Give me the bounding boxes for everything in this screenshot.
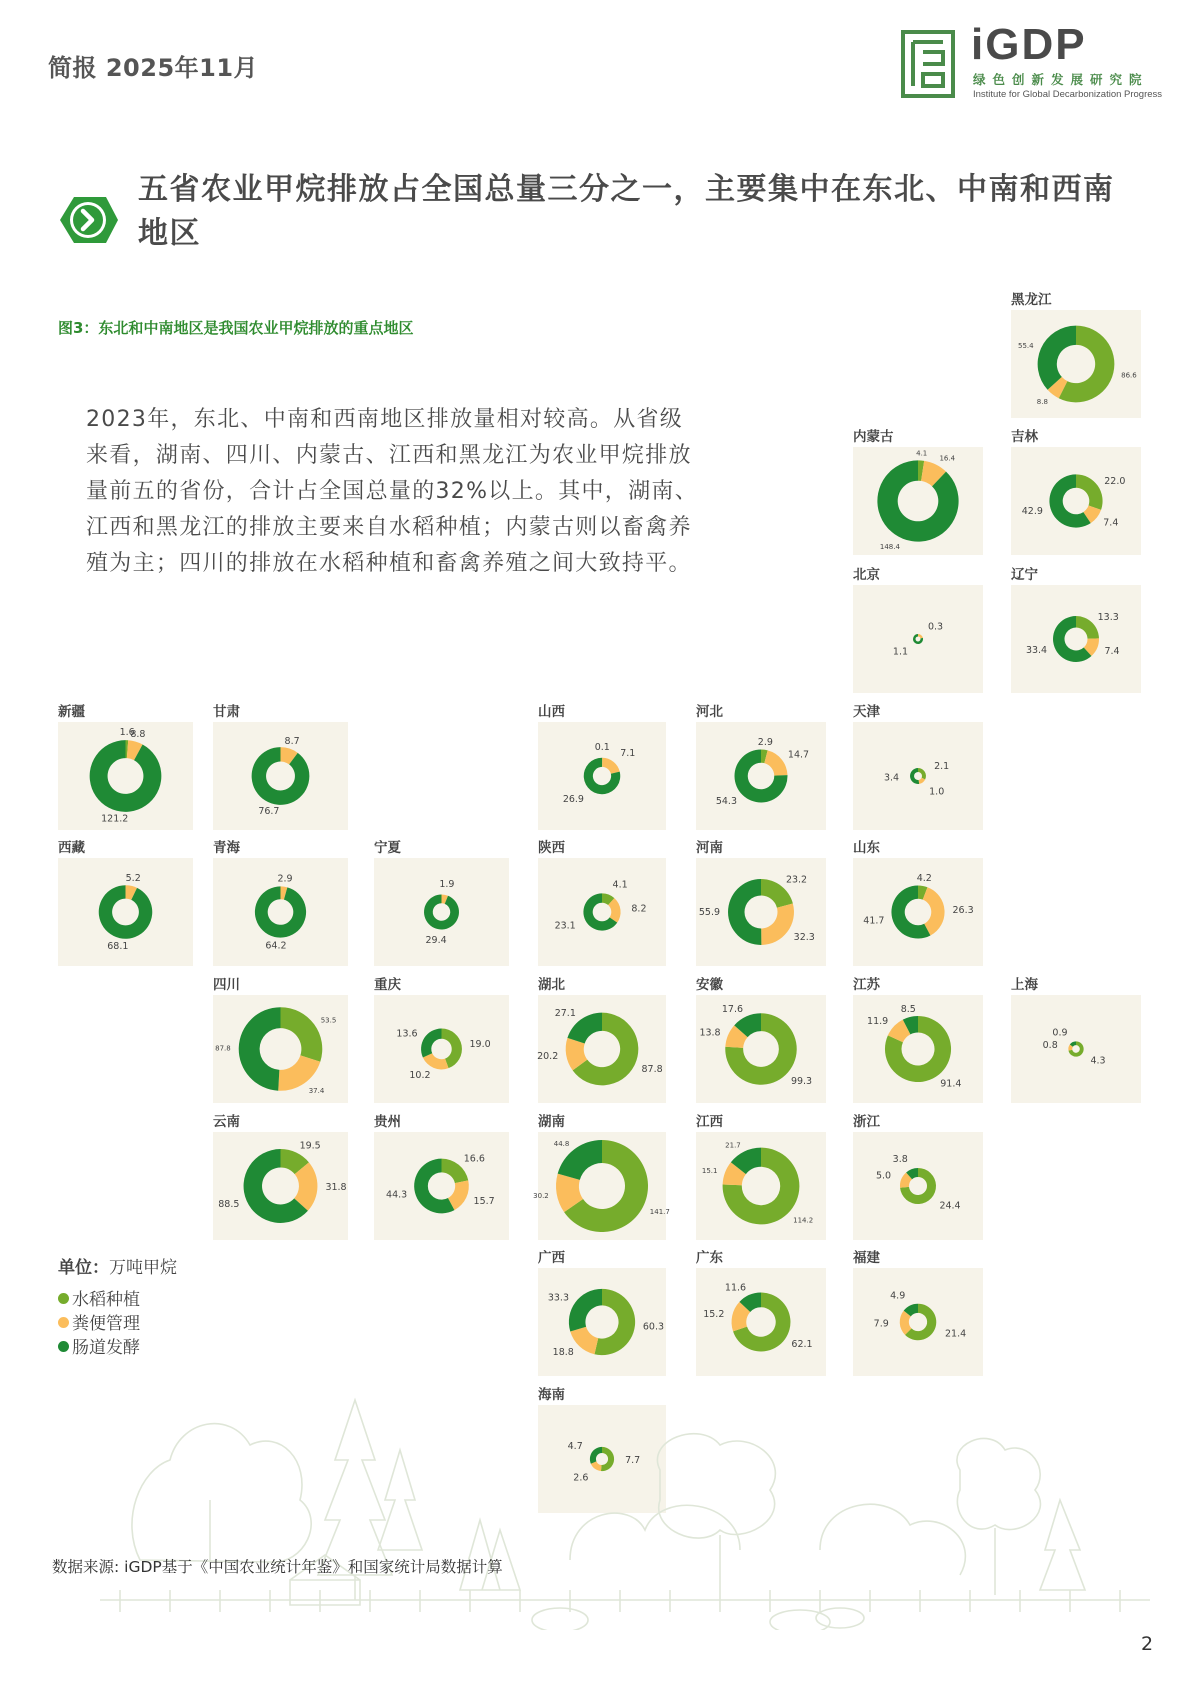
province-title: 湖南 [538,1114,565,1130]
province-donut-chart [853,447,983,555]
donut-value-label: 21.4 [945,1328,967,1340]
province-donut-chart [213,858,348,966]
data-source-note: 数据来源: iGDP基于《中国农业统计年鉴》和国家统计局数据计算 [52,1558,503,1576]
province-donut-chart [538,722,666,830]
province-title: 山东 [853,840,880,856]
donut-slice-enteric [728,879,761,945]
donut-value-label: 114.2 [793,1216,814,1225]
donut-value-label: 42.9 [1021,505,1043,517]
donut-value-label: 22.0 [1104,476,1126,488]
donut-value-label: 16.6 [463,1153,485,1165]
province-donut-tile [213,1132,348,1240]
province-title: 云南 [213,1114,240,1130]
province-title: 浙江 [853,1114,880,1130]
donut-value-label: 23.1 [554,920,576,932]
donut-value-label: 19.0 [469,1039,491,1051]
province-donut-tile [58,722,193,830]
donut-value-label: 7.7 [625,1454,641,1466]
donut-value-label: 2.6 [573,1472,589,1484]
province-title: 青海 [213,840,240,856]
donut-slice-rice [281,1007,323,1062]
donut-value-label: 44.3 [386,1189,408,1201]
donut-value-label: 23.2 [785,874,808,886]
donut-value-label: 91.4 [940,1078,962,1090]
legend-item-rice [58,1288,177,1312]
donut-slice-enteric [1038,326,1076,390]
unit-line [58,1253,177,1278]
donut-value-label: 7.4 [1103,517,1119,529]
province-donut-tile [1011,310,1141,418]
donut-value-label: 20.2 [537,1051,559,1063]
donut-value-label: 8.8 [1036,397,1048,406]
donut-value-label: 4.7 [567,1441,583,1453]
province-title: 内蒙古 [853,429,894,445]
donut-value-label: 15.7 [473,1195,495,1207]
province-donut-tile [696,722,826,830]
donut-value-label: 2.9 [757,736,773,748]
province-donut-chart [213,722,348,830]
donut-value-label: 11.9 [867,1015,889,1027]
donut-slice-enteric [90,740,162,812]
donut-slice-enteric [910,768,919,784]
donut-value-label: 8.7 [284,735,300,747]
donut-value-label: 60.3 [642,1321,665,1333]
donut-value-label: 76.7 [258,806,280,818]
donut-value-label: 33.3 [547,1292,570,1304]
donut-value-label: 62.1 [791,1338,813,1350]
donut-value-label: 13.8 [699,1027,721,1039]
donut-value-label: 55.9 [698,907,721,919]
province-donut-chart [853,858,983,966]
province-donut-tile [538,995,666,1103]
donut-value-label: 44.8 [553,1139,570,1148]
province-title: 新疆 [58,704,85,720]
donut-value-label: 1.9 [439,879,455,891]
province-title: 贵州 [374,1114,401,1130]
province-donut-chart [58,722,193,830]
donut-value-label: 5.2 [125,873,141,885]
province-donut-chart [538,858,666,966]
province-title: 河北 [696,704,723,720]
logo-wordmark: iGDP [971,20,1087,69]
donut-slice-enteric [239,1007,281,1090]
legend-swatch-enteric [58,1341,69,1352]
province-donut-chart [538,995,666,1103]
province-title: 陕西 [538,840,565,856]
legend-item-manure [58,1312,177,1336]
report-date-label: 简报 2025年11月 [48,54,259,82]
donut-slice-manure [602,758,620,774]
province-donut-tile [1011,447,1141,555]
donut-value-label: 87.8 [215,1044,231,1053]
donut-value-label: 26.9 [562,794,584,806]
province-title: 天津 [853,704,880,720]
logo-chinese-name: 绿色创新发展研究院 [973,72,1149,87]
donut-slice-enteric [252,747,310,805]
donut-value-label: 18.8 [552,1346,574,1358]
donut-value-label: 32.3 [793,931,815,943]
province-donut-chart [374,1132,509,1240]
body-paragraph: 2023年，东北、中南和西南地区排放量相对较高。从省级来看，湖南、四川、内蒙古、江西和黑龙江为农业甲烷排放量前五的省份，合计占全国总量的32%以上。其中，湖南、江西和黑龙江的排放主要来自水稻种植；内蒙古则以畜禽养殖为主；四川的排放在水稻种植和畜禽养殖之间大致持平。 [86,407,698,576]
donut-value-label: 33.4 [1025,645,1048,657]
province-donut-tile [853,1132,983,1240]
unit-label: 单位： [58,1258,109,1278]
donut-value-label: 3.8 [892,1153,908,1165]
donut-slice-enteric [255,886,306,937]
province-title: 江西 [696,1114,723,1130]
donut-value-label: 11.6 [724,1282,747,1294]
donut-value-label: 7.9 [873,1318,889,1330]
donut-value-label: 2.9 [277,873,293,885]
province-title: 辽宁 [1011,567,1038,583]
donut-slice-enteric [877,460,958,541]
province-donut-chart [58,858,193,966]
province-donut-chart [853,1132,983,1240]
province-title: 江苏 [853,977,880,993]
donut-value-label: 53.5 [320,1016,337,1025]
province-donut-tile [213,995,348,1103]
donut-value-label: 4.2 [916,873,932,885]
donut-value-label: 4.1 [916,449,928,458]
province-donut-tile [58,858,193,966]
donut-slice-enteric [569,1289,602,1332]
donut-value-label: 87.8 [641,1064,663,1076]
donut-value-label: 26.3 [952,904,974,916]
section-title: 五省农业甲烷排放占全国总量三分之一，主要集中在东北、中南和西南地区 [138,172,1115,251]
province-title: 四川 [213,977,240,993]
donut-slice-enteric [421,1029,441,1058]
donut-value-label: 4.9 [890,1290,906,1302]
province-donut-tile [1011,585,1141,693]
donut-value-label: 0.3 [927,621,944,633]
donut-value-label: 10.2 [409,1070,431,1082]
donut-value-label: 30.2 [533,1191,549,1200]
province-donut-tile [213,858,348,966]
donut-slice-manure [764,750,787,775]
donut-value-label: 15.1 [701,1166,718,1175]
chevron-right-icon [56,193,120,247]
province-donut-chart [696,1132,826,1240]
donut-value-label: 13.3 [1097,611,1119,623]
province-donut-tile [853,995,983,1103]
donut-slice-enteric [424,895,459,930]
donut-value-label: 8.5 [900,1004,916,1016]
donut-value-label: 55.4 [1018,342,1034,351]
province-donut-tile [533,1132,670,1240]
donut-value-label: 27.1 [554,1008,576,1020]
province-donut-chart [533,1132,670,1240]
donut-value-label: 1.1 [892,646,909,658]
province-donut-chart [374,995,509,1103]
donut-value-label: 86.6 [1121,371,1137,380]
province-title: 湖北 [538,977,565,993]
province-donut-tile [853,858,983,966]
province-donut-chart [1011,585,1141,693]
province-title: 河南 [696,840,723,856]
donut-value-label: 5.0 [875,1170,892,1182]
province-title: 广西 [538,1250,565,1266]
donut-value-label: 3.4 [883,772,900,784]
donut-value-label: 141.7 [649,1208,670,1217]
province-donut-chart [696,722,826,830]
donut-value-label: 99.3 [790,1075,813,1087]
province-donut-chart [1011,310,1141,418]
donut-value-label: 41.7 [863,915,885,927]
donut-value-label: 19.5 [299,1140,321,1152]
donut-slice-manure [761,903,794,945]
donut-value-label: 0.9 [1052,1027,1068,1039]
donut-value-label: 16.4 [939,454,956,463]
province-title: 上海 [1011,977,1038,993]
donut-value-label: 24.4 [939,1200,961,1212]
province-title: 北京 [853,567,880,583]
donut-value-label: 29.4 [425,934,447,946]
donut-slice-manure [918,634,923,638]
province-donut-chart [374,858,509,966]
donut-value-label: 68.1 [107,940,129,952]
igdp-logo [901,20,1163,104]
chart-legend [58,1253,177,1360]
donut-slice-enteric [99,885,153,939]
donut-value-label: 64.2 [265,940,287,952]
unit-value: 万吨甲烷 [109,1258,177,1278]
province-donut-tile [696,1132,826,1240]
province-donut-chart [853,585,983,693]
province-donut-tile [853,722,983,830]
donut-value-label: 7.4 [1104,646,1120,658]
donut-slice-rice [1076,616,1099,639]
donut-value-label: 7.1 [620,748,636,760]
donut-value-label: 88.5 [218,1199,240,1211]
province-donut-tile [538,722,666,830]
province-donut-tile [853,585,983,693]
donut-value-label: 1.0 [929,786,945,798]
province-title: 吉林 [1011,429,1038,445]
province-title: 福建 [853,1250,880,1266]
province-title: 重庆 [374,977,401,993]
donut-value-label: 148.4 [879,543,900,552]
legend-label-enteric: 肠道发酵 [72,1338,140,1358]
donut-value-label: 8.8 [130,728,146,740]
landscape-illustration [100,1350,1150,1630]
province-donut-tile [374,1132,509,1240]
donut-slice-rice [918,768,926,779]
province-title: 甘肃 [213,704,240,720]
province-donut-chart [853,995,983,1103]
province-title: 黑龙江 [1011,292,1052,308]
logo-english-name: Institute for Global Decarbonization Progress [973,89,1163,100]
donut-value-label: 0.8 [1042,1040,1058,1052]
province-title: 山西 [538,704,565,720]
province-donut-chart [696,995,826,1103]
province-donut-tile [853,447,983,555]
donut-value-label: 8.2 [631,903,647,915]
donut-value-label: 14.7 [787,749,810,761]
province-donut-tile [213,722,348,830]
province-donut-tile [1011,995,1141,1103]
province-donut-tile [696,858,826,966]
province-title: 西藏 [58,840,85,856]
province-donut-tile [374,995,509,1103]
province-donut-tile [696,995,826,1103]
donut-value-label: 37.4 [308,1086,325,1095]
province-donut-tile [538,858,666,966]
donut-value-label: 4.1 [612,879,628,891]
donut-value-label: 1.6 [119,727,135,739]
province-donut-chart [696,858,826,966]
donut-value-label: 15.2 [703,1309,725,1321]
donut-value-label: 13.6 [396,1028,418,1040]
province-donut-chart [1011,995,1141,1103]
province-donut-chart [213,1132,348,1240]
province-title: 广东 [696,1250,723,1266]
donut-value-label: 17.6 [721,1004,744,1016]
donut-value-label: 31.8 [325,1181,347,1193]
province-title: 宁夏 [374,840,401,856]
donut-value-label: 4.3 [1090,1055,1106,1067]
legend-swatch-rice [58,1293,69,1304]
donut-value-label: 121.2 [101,813,129,825]
province-donut-chart [1011,447,1141,555]
donut-slice-manure [278,1055,320,1090]
legend-label-manure: 粪便管理 [72,1314,140,1334]
page-number: 2 [1141,1633,1154,1655]
province-donut-tile [374,858,509,966]
province-donut-chart [213,995,348,1103]
province-title: 安徽 [696,977,723,993]
donut-value-label: 0.1 [594,741,610,753]
donut-slice-rice [1076,474,1103,509]
province-title: 海南 [538,1387,565,1403]
donut-value-label: 21.7 [725,1141,741,1150]
legend-label-rice: 水稻种植 [72,1290,140,1310]
legend-swatch-manure [58,1317,69,1328]
donut-value-label: 54.3 [715,795,738,807]
logo-mark-icon [901,30,955,98]
donut-value-label: 2.1 [934,760,950,772]
figure-caption: 图3：东北和中南地区是我国农业甲烷排放的重点地区 [58,319,414,337]
province-donut-chart [853,722,983,830]
